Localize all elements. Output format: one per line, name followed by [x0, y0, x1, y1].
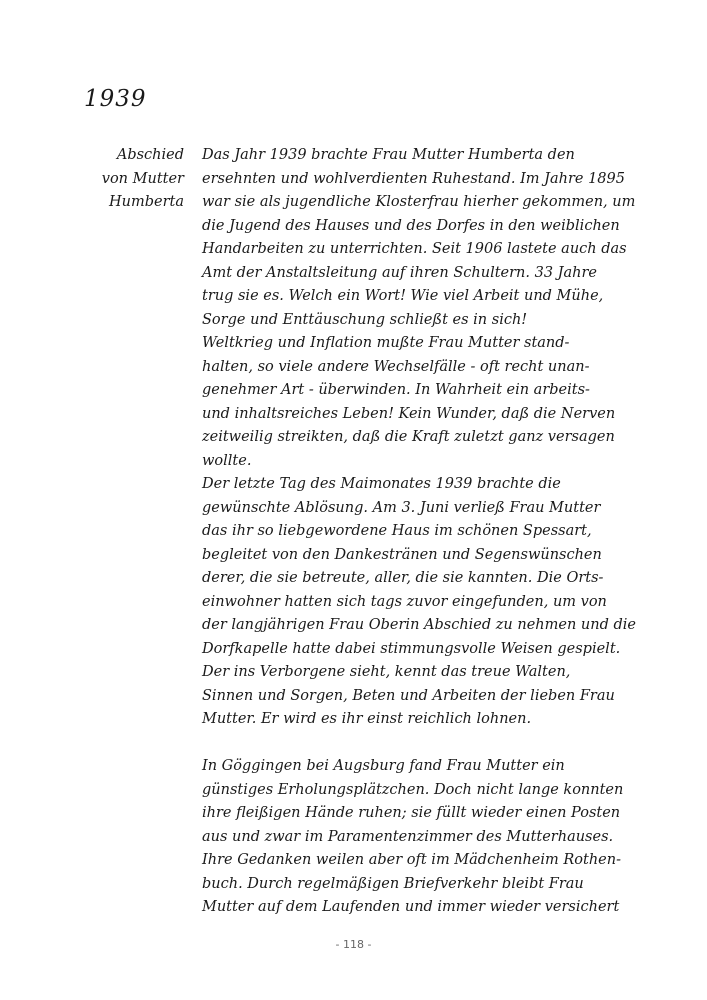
- year-heading: 1939: [84, 86, 147, 112]
- text-line: Der letzte Tag des Maimonates 1939 brachte die: [202, 476, 561, 492]
- margin-note-line: Abschied: [116, 147, 184, 163]
- text-line: war sie als jugendliche Klosterfrau hierher gekommen, um: [202, 194, 636, 210]
- text-line: ersehnten und wohlverdienten Ruhestand. Im Jahre 1895: [202, 170, 625, 187]
- text-line: begleitet von den Dankestränen und Segenswünschen: [202, 546, 602, 563]
- text-line: Sorge und Enttäuschung schließt es in sich!: [202, 311, 528, 328]
- text-line: trug sie es. Welch ein Wort! Wie viel Arbeit und Mühe,: [202, 288, 604, 304]
- text-line: aus und zwar im Paramentenzimmer des Mutterhauses.: [202, 828, 614, 845]
- text-line: das ihr so liebgewordene Haus im schönen Spessart,: [202, 523, 592, 539]
- text-line: genehmer Art - überwinden. In Wahrheit ein arbeits-: [202, 382, 590, 398]
- text-line: Amt der Anstaltsleitung auf ihren Schultern. 33 Jahre: [202, 264, 597, 281]
- text-line: Ihre Gedanken weilen aber oft im Mädchenheim Rothen-: [202, 852, 622, 868]
- text-line: Handarbeiten zu unterrichten. Seit 1906 lastete auch das: [202, 241, 627, 257]
- text-line: zeitweilig streikten, daß die Kraft zuletzt ganz versagen: [202, 429, 615, 445]
- text-line: gewünschte Ablösung. Am 3. Juni verließ Frau Mutter: [202, 499, 601, 516]
- text-line: Dorfkapelle hatte dabei stimmungsvolle Weisen gespielt.: [202, 640, 621, 657]
- text-line: günstiges Erholungsplätzchen. Doch nicht lange konnten: [202, 781, 624, 798]
- margin-note-line: von Mutter: [101, 170, 184, 187]
- text-line: der langjährigen Frau Oberin Abschied zu nehmen und die: [202, 617, 636, 633]
- margin-note-line: Humberta: [109, 194, 184, 210]
- text-line: buch. Durch regelmäßigen Briefverkehr bleibt Frau: [202, 875, 584, 892]
- paragraph: [202, 755, 632, 920]
- margin-note: [44, 144, 184, 215]
- text-line: einwohner hatten sich tags zuvor eingefunden, um von: [202, 593, 607, 610]
- text-line: und inhaltsreiches Leben! Kein Wunder, daß die Nerven: [202, 405, 616, 422]
- text-line: halten, so viele andere Wechselfälle - oft recht unan-: [202, 358, 590, 375]
- text-line: Mutter auf dem Laufenden und immer wieder versichert: [202, 899, 620, 915]
- body-text: [202, 144, 636, 920]
- paragraph-gap: [202, 732, 632, 756]
- text-line: Sinnen und Sorgen, Beten und Arbeiten der lieben Frau: [202, 687, 615, 704]
- text-line: In Göggingen bei Augsburg fand Frau Mutter ein: [202, 758, 565, 774]
- text-line: Mutter. Er wird es ihr einst reichlich lohnen.: [202, 711, 532, 727]
- paragraph: [202, 144, 636, 732]
- text-line: Der ins Verborgene sieht, kennt das treue Walten,: [202, 664, 571, 680]
- text-line: Das Jahr 1939 brachte Frau Mutter Humberta den: [202, 147, 575, 163]
- text-line: ihre fleißigen Hände ruhen; sie füllt wieder einen Posten: [202, 805, 621, 821]
- page-number: - 118 -: [335, 938, 372, 951]
- text-line: Weltkrieg und Inflation mußte Frau Mutter stand-: [202, 335, 570, 351]
- text-line: derer, die sie betreute, aller, die sie kannten. Die Orts-: [202, 570, 604, 586]
- text-line: wollte.: [202, 452, 252, 469]
- text-line: die Jugend des Hauses und des Dorfes in den weiblichen: [202, 217, 620, 234]
